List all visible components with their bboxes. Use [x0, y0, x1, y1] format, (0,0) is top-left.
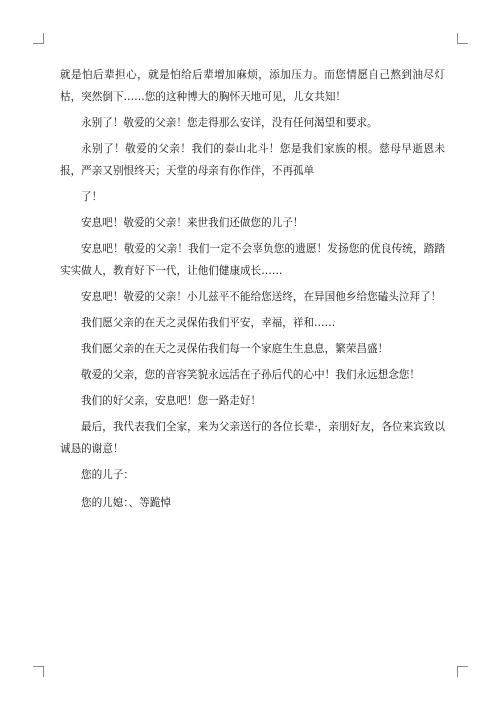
page-corner-mark-top-left — [33, 33, 44, 44]
signature-daughter-in-law: 您的儿媳：、等跪悼 — [81, 497, 172, 509]
paragraph-7: 安息吧！敬爱的父亲！小儿兹平不能给您送终，在异国他乡给您磕头泣拜了！ — [81, 291, 442, 303]
paragraph-1: 就是怕后辈担心，就是怕给后辈增加麻烦，添加压力。而您情愿自己熬到油尽灯枯，突然倒下……您的这种博大的胸怀天地可见，儿女共知！ — [60, 69, 445, 103]
paragraph-5: 安息吧！敬爱的父亲！来世我们还做您的儿子！ — [81, 217, 304, 229]
paragraph-12: 最后，我代表我们全家，来为父亲送行的各位长辈·，亲朋好友，各位来宾致以诚恳的谢意！ — [60, 421, 445, 455]
signature-son: 您的儿子： — [81, 469, 134, 481]
paragraph-2: 永别了！敬爱的父亲！您走得那么安详，没有任何渴望和要求。 — [81, 117, 378, 129]
paragraph-9: 我们愿父亲的在天之灵保佑我们每一个家庭生生息息，繁荣昌盛！ — [81, 343, 389, 355]
paragraph-11: 我们的好父亲，安息吧！您一路走好！ — [81, 395, 262, 407]
document-body — [60, 64, 445, 520]
paragraph-4: 了！ — [81, 191, 103, 203]
page-corner-mark-bottom-right — [457, 666, 468, 677]
paragraph-3: 永别了！敬爱的父亲！我们的泰山北斗！您是我们家族的根。慈母早逝恩未报，严亲又别恨终天；天堂的母亲有你作伴，不再孤单 — [60, 143, 445, 177]
paragraph-10: 敬爱的父亲，您的音容笑貌永远活在子孙后代的心中！我们永远想念您！ — [81, 369, 420, 381]
page-corner-mark-bottom-left — [33, 666, 44, 677]
page-corner-mark-top-right — [457, 33, 468, 44]
paragraph-6: 安息吧！敬爱的父亲！我们一定不会辜负您的遗愿！发扬您的优良传统，踏踏实实做人，教育好下一代，让他们健康成长…… — [60, 243, 445, 277]
paragraph-8: 我们愿父亲的在天之灵保佑我们平安，幸福，祥和…… — [81, 317, 336, 329]
